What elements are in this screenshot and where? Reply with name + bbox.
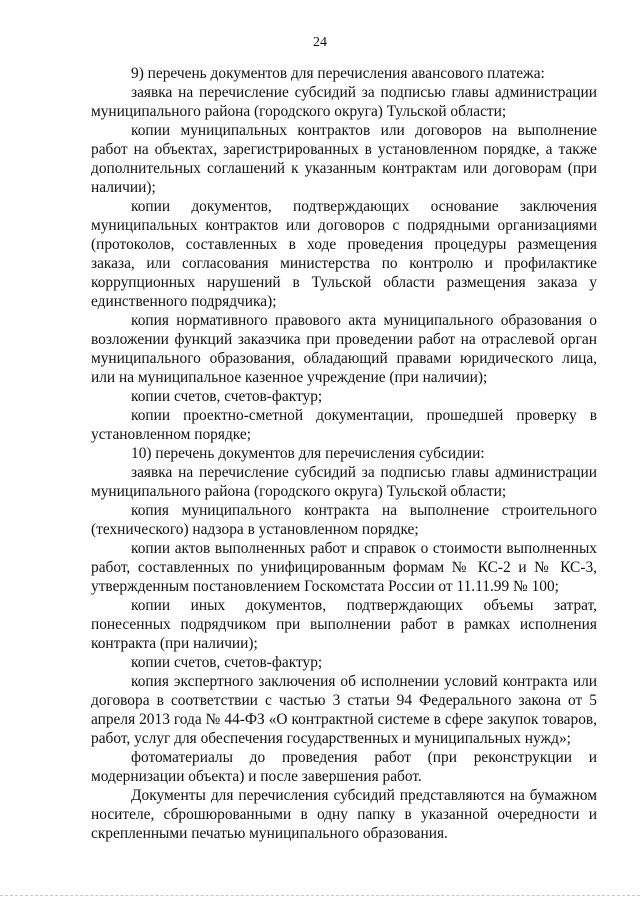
list-item: заявка на перечисление субсидий за подписью главы администрации муниципального района (городского округа) Тульской области;: [91, 84, 597, 120]
list-item: копии счетов, счетов-фактур;: [131, 388, 323, 405]
bottom-scan-line: [0, 895, 640, 896]
document-body: [91, 64, 597, 843]
list-item: копии документов, подтверждающих основание заключения муниципальных контрактов или договоров с подрядными организациями (протоколов, составленных в ходе проведения процедуры размещения заказа, или согласования министерства по контролю и профилактике коррупционных нарушений в Тульской области размещения заказа у единственного подрядчика);: [91, 198, 597, 310]
page-number: 24: [313, 35, 327, 50]
list-item: копия муниципального контракта на выполнение строительного (технического) надзора в установленном порядке;: [91, 502, 597, 538]
list-item: фотоматериалы до проведения работ (при реконструкции и модернизации объекта) и после завершения работ.: [91, 749, 597, 785]
closing-paragraph: Документы для перечисления субсидий представляются на бумажном носителе, сброшюрованными в одну папку в указанной очередности и скрепленными печатью муниципального образования.: [91, 787, 597, 842]
list-item: копии проектно-сметной документации, прошедшей проверку в установленном порядке;: [91, 407, 597, 443]
list-item: копия нормативного правового акта муниципального образования о возложении функций заказчика при проведении работ на отраслевой орган муниципального образования, обладающий правами юридического лица, или на муниципальное казенное учреждение (при наличии);: [91, 312, 597, 386]
list-item: копии иных документов, подтверждающих объемы затрат, понесенных подрядчиком при выполнении работ в рамках исполнения контракта (при наличии);: [91, 597, 597, 652]
list-item: копия экспертного заключения об исполнении условий контракта или договора в соответствии с частью 3 статьи 94 Федерального закона от 5 апреля 2013 года № 44-ФЗ «О контрактной системе в сфере закупок товаров, работ, услуг для обеспечения государственных и муниципальных нужд»;: [91, 673, 597, 747]
list-item: заявка на перечисление субсидий за подписью главы администрации муниципального района (городского округа) Тульской области;: [91, 464, 597, 500]
list-heading-10: 10) перечень документов для перечисления субсидии:: [131, 445, 485, 462]
list-heading-9: 9) перечень документов для перечисления авансового платежа:: [131, 65, 545, 82]
list-item: копии счетов, счетов-фактур;: [131, 654, 323, 671]
list-item: копии актов выполненных работ и справок о стоимости выполненных работ, составленных по унифицированным формам № КС-2 и № КС-3, утвержденным постановлением Госкомстата России от 11.11.99 № 100;: [91, 540, 597, 595]
list-item: копии муниципальных контрактов или договоров на выполнение работ на объектах, зарегистрированных в установленном порядке, а также дополнительных соглашений к указанным контрактам или договорам (при наличии);: [91, 122, 597, 196]
